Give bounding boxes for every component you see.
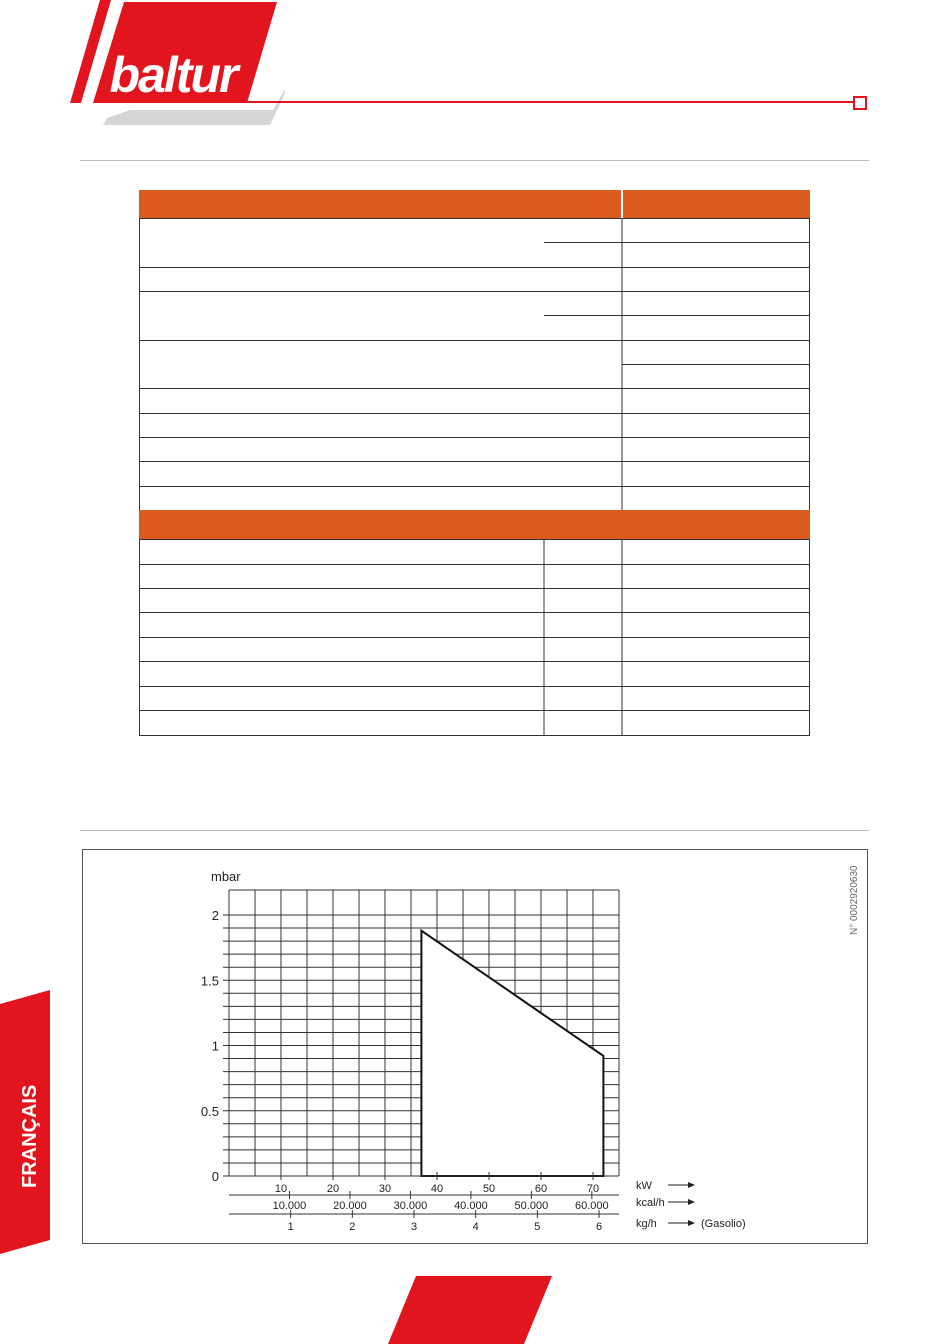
- page-number-tab: [388, 1276, 552, 1344]
- x-tick-label: 4: [472, 1221, 479, 1233]
- section-rule-bottom: [80, 830, 869, 831]
- header-square: [853, 96, 867, 110]
- x-tick-label: 20: [326, 1183, 340, 1195]
- y-tick-label: 0.5: [200, 1103, 219, 1119]
- table-border: [140, 191, 810, 736]
- arrow-icon: [688, 1182, 695, 1188]
- y-tick-label: 1.5: [200, 973, 219, 989]
- x-tick-label: 3: [410, 1221, 418, 1233]
- pressure-capacity-chart: [83, 850, 867, 1243]
- x-tick-label: 5: [534, 1221, 541, 1233]
- x-axis-note: (Gasolio): [701, 1218, 746, 1230]
- x-tick-label: 60.000: [575, 1200, 609, 1212]
- x-tick-label: 40.000: [454, 1200, 488, 1212]
- baltur-logo: [55, 0, 285, 125]
- x-tick-label: 30: [378, 1183, 392, 1195]
- x-tick-label: 70: [586, 1183, 600, 1195]
- x-axis-unit: kg/h: [636, 1218, 657, 1230]
- x-tick-label: 40: [430, 1183, 444, 1195]
- spec-table: [139, 190, 810, 736]
- x-tick-label: 1: [287, 1221, 294, 1233]
- y-tick-label: 0: [211, 1169, 219, 1184]
- x-tick-label: 6: [595, 1221, 603, 1233]
- x-axis-unit: kcal/h: [636, 1197, 665, 1209]
- chart-frame: [82, 849, 868, 1244]
- x-tick-label: 60: [534, 1183, 548, 1195]
- y-tick-label: 2: [211, 908, 219, 923]
- x-tick-label: 50.000: [514, 1200, 549, 1212]
- x-tick-label: 10: [274, 1183, 288, 1195]
- section-rule-top: [80, 160, 869, 161]
- x-tick-label: 10.000: [272, 1200, 307, 1212]
- brand-wordmark: baltur: [109, 47, 237, 103]
- y-axis-label: mbar: [211, 869, 241, 884]
- header-line: [240, 101, 855, 103]
- language-label: FRANÇAIS: [19, 1084, 41, 1188]
- x-tick-label: 50: [482, 1183, 496, 1195]
- language-tab: [0, 990, 54, 1254]
- x-axis-unit: kW: [636, 1180, 652, 1192]
- x-tick-label: 2: [349, 1221, 356, 1233]
- arrow-icon: [688, 1220, 695, 1226]
- y-tick-label: 1: [211, 1038, 219, 1054]
- x-tick-label: 20.000: [333, 1200, 367, 1212]
- table-header-mid: [139, 510, 810, 539]
- drawing-code: N° 0002920630: [849, 865, 860, 935]
- x-tick-label: 30.000: [393, 1200, 428, 1212]
- arrow-icon: [688, 1199, 695, 1205]
- table-header-top: [139, 190, 810, 218]
